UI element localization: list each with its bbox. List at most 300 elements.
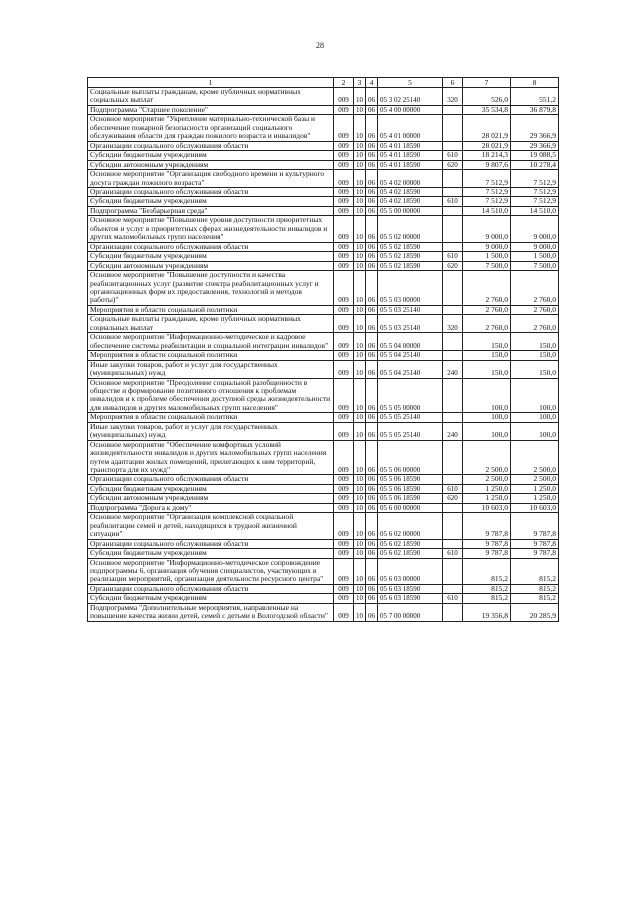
ministry-code: 009 — [334, 88, 354, 106]
amount-year-1: 9 787,8 — [463, 539, 511, 548]
subsection-code: 06 — [366, 315, 378, 333]
ministry-code: 009 — [334, 494, 354, 503]
row-name: Иные закупки товаров, работ и услуг для государственных (муниципальных) нужд — [88, 422, 334, 440]
page-number: 28 — [316, 41, 324, 50]
amount-year-1: 100,0 — [463, 378, 511, 413]
amount-year-2: 551,2 — [511, 88, 559, 106]
expense-type-code — [443, 105, 463, 114]
target-article-code: 05 5 04 25140 — [378, 360, 443, 378]
subsection-code: 06 — [366, 584, 378, 593]
target-article-code: 05 6 02 18590 — [378, 539, 443, 548]
amount-year-1: 14 510,0 — [463, 206, 511, 215]
section-code: 10 — [354, 584, 366, 593]
target-article-code: 05 5 00 00000 — [378, 206, 443, 215]
subsection-code: 06 — [366, 484, 378, 493]
ministry-code: 009 — [334, 378, 354, 413]
budget-table — [87, 77, 559, 622]
ministry-code: 009 — [334, 271, 354, 306]
expense-type-code — [443, 584, 463, 593]
table-body — [88, 88, 559, 622]
table-row — [88, 503, 559, 512]
amount-year-1: 35 534,8 — [463, 105, 511, 114]
amount-year-2: 7 512,9 — [511, 197, 559, 206]
row-name: Субсидии автономным учреждениям — [88, 261, 334, 270]
amount-year-2: 10 603,0 — [511, 503, 559, 512]
row-name: Организации социального обслуживания области — [88, 539, 334, 548]
table-row — [88, 378, 559, 413]
row-name: Субсидии автономным учреждениям — [88, 494, 334, 503]
ministry-code: 009 — [334, 305, 354, 314]
row-name: Социальные выплаты гражданам, кроме публичных нормативных социальных выплат — [88, 315, 334, 333]
ministry-code: 009 — [334, 475, 354, 484]
row-name: Мероприятия в области социальной политики — [88, 305, 334, 314]
col-header-2: 2 — [334, 78, 354, 88]
amount-year-1: 2 760,0 — [463, 315, 511, 333]
amount-year-2: 7 500,0 — [511, 261, 559, 270]
amount-year-2: 150,0 — [511, 360, 559, 378]
amount-year-1: 1 250,0 — [463, 484, 511, 493]
expense-type-code — [443, 333, 463, 351]
amount-year-1: 28 021,9 — [463, 115, 511, 141]
amount-year-2: 815,2 — [511, 584, 559, 593]
ministry-code: 009 — [334, 170, 354, 188]
table-row — [88, 360, 559, 378]
table-row — [88, 440, 559, 475]
amount-year-1: 150,0 — [463, 333, 511, 351]
section-code: 10 — [354, 503, 366, 512]
target-article-code: 05 5 02 18590 — [378, 242, 443, 251]
amount-year-2: 2 500,0 — [511, 475, 559, 484]
target-article-code: 05 4 02 18590 — [378, 187, 443, 196]
expense-type-code — [443, 351, 463, 360]
subsection-code: 06 — [366, 197, 378, 206]
subsection-code: 06 — [366, 261, 378, 270]
target-article-code: 05 4 01 18590 — [378, 160, 443, 169]
target-article-code: 05 5 03 25140 — [378, 315, 443, 333]
expense-type-code: 610 — [443, 252, 463, 261]
row-name: Подпрограмма "Дорога к дому" — [88, 503, 334, 512]
section-code: 10 — [354, 422, 366, 440]
table-row — [88, 88, 559, 106]
expense-type-code: 320 — [443, 315, 463, 333]
section-code: 10 — [354, 216, 366, 242]
amount-year-1: 7 512,9 — [463, 170, 511, 188]
expense-type-code: 610 — [443, 484, 463, 493]
row-name: Иные закупки товаров, работ и услуг для государственных (муниципальных) нужд — [88, 360, 334, 378]
target-article-code: 05 4 01 18590 — [378, 141, 443, 150]
amount-year-2: 20 285,9 — [511, 603, 559, 621]
subsection-code: 06 — [366, 170, 378, 188]
section-code: 10 — [354, 252, 366, 261]
subsection-code: 06 — [366, 475, 378, 484]
expense-type-code — [443, 242, 463, 251]
target-article-code: 05 6 02 00000 — [378, 513, 443, 539]
table-row — [88, 252, 559, 261]
section-code: 10 — [354, 271, 366, 306]
amount-year-1: 1 250,0 — [463, 494, 511, 503]
ministry-code: 009 — [334, 315, 354, 333]
target-article-code: 05 7 00 00000 — [378, 603, 443, 621]
ministry-code: 009 — [334, 584, 354, 593]
section-code: 10 — [354, 413, 366, 422]
amount-year-1: 7 512,9 — [463, 187, 511, 196]
section-code: 10 — [354, 333, 366, 351]
amount-year-1: 2 760,0 — [463, 305, 511, 314]
amount-year-2: 150,0 — [511, 351, 559, 360]
table-row — [88, 305, 559, 314]
table-row — [88, 484, 559, 493]
row-name: Организации социального обслуживания области — [88, 584, 334, 593]
target-article-code: 05 5 06 18590 — [378, 475, 443, 484]
row-name: Основное мероприятие "Укрепление материально-технической базы и обеспечение пожарной безопасности организаций социального обслуживания области для граждан пожилого возраста и инвалидов" — [88, 115, 334, 141]
amount-year-1: 526,0 — [463, 88, 511, 106]
row-name: Организации социального обслуживания области — [88, 187, 334, 196]
table-row — [88, 271, 559, 306]
ministry-code: 009 — [334, 187, 354, 196]
table-row — [88, 539, 559, 548]
row-name: Подпрограмма "Дополнительные мероприятия, направленные на повышение качества жизни детей, семей с детьми в Вологодской области" — [88, 603, 334, 621]
target-article-code: 05 4 02 18590 — [378, 197, 443, 206]
section-code: 10 — [354, 603, 366, 621]
amount-year-1: 150,0 — [463, 351, 511, 360]
ministry-code: 009 — [334, 160, 354, 169]
amount-year-1: 9 787,8 — [463, 513, 511, 539]
table-row — [88, 141, 559, 150]
expense-type-code — [443, 475, 463, 484]
expense-type-code — [443, 440, 463, 475]
ministry-code: 009 — [334, 513, 354, 539]
ministry-code: 009 — [334, 413, 354, 422]
section-code: 10 — [354, 242, 366, 251]
subsection-code: 06 — [366, 360, 378, 378]
amount-year-2: 100,0 — [511, 413, 559, 422]
expense-type-code — [443, 170, 463, 188]
row-name: Основное мероприятие "Информационно-методическое сопровождение подпрограммы 6, организация обучения специалистов, участвующих в реализации мероприятий, организация деятельности ресурсного центра" — [88, 558, 334, 584]
section-code: 10 — [354, 160, 366, 169]
expense-type-code: 240 — [443, 360, 463, 378]
ministry-code: 009 — [334, 603, 354, 621]
amount-year-2: 2 760,0 — [511, 315, 559, 333]
section-code: 10 — [354, 105, 366, 114]
target-article-code: 05 5 03 25140 — [378, 305, 443, 314]
expense-type-code: 620 — [443, 494, 463, 503]
ministry-code: 009 — [334, 539, 354, 548]
table-row — [88, 170, 559, 188]
target-article-code: 05 4 01 18590 — [378, 151, 443, 160]
expense-type-code — [443, 513, 463, 539]
subsection-code: 06 — [366, 305, 378, 314]
amount-year-1: 2 500,0 — [463, 475, 511, 484]
subsection-code: 06 — [366, 151, 378, 160]
subsection-code: 06 — [366, 539, 378, 548]
amount-year-2: 9 000,0 — [511, 242, 559, 251]
ministry-code: 009 — [334, 440, 354, 475]
amount-year-2: 1 500,0 — [511, 252, 559, 261]
section-code: 10 — [354, 206, 366, 215]
section-code: 10 — [354, 378, 366, 413]
subsection-code: 06 — [366, 440, 378, 475]
amount-year-2: 7 512,9 — [511, 170, 559, 188]
table-row — [88, 594, 559, 603]
amount-year-1: 1 500,0 — [463, 252, 511, 261]
expense-type-code — [443, 216, 463, 242]
section-code: 10 — [354, 351, 366, 360]
expense-type-code — [443, 305, 463, 314]
col-header-5: 5 — [378, 78, 443, 88]
ministry-code: 009 — [334, 422, 354, 440]
expense-type-code: 240 — [443, 422, 463, 440]
row-name: Основное мероприятие "Информационно-методическое и кадровое обеспечение системы реабилитации и социальной интеграции инвалидов" — [88, 333, 334, 351]
amount-year-2: 150,0 — [511, 333, 559, 351]
row-name: Организации социального обслуживания области — [88, 475, 334, 484]
table-row — [88, 603, 559, 621]
amount-year-1: 815,2 — [463, 558, 511, 584]
subsection-code: 06 — [366, 603, 378, 621]
amount-year-2: 29 366,9 — [511, 115, 559, 141]
amount-year-2: 14 510,0 — [511, 206, 559, 215]
row-name: Подпрограмма "Старшее поколение" — [88, 105, 334, 114]
subsection-code: 06 — [366, 549, 378, 558]
row-name: Субсидии автономным учреждениям — [88, 160, 334, 169]
ministry-code: 009 — [334, 558, 354, 584]
subsection-code: 06 — [366, 333, 378, 351]
target-article-code: 05 5 06 18590 — [378, 484, 443, 493]
amount-year-2: 19 088,5 — [511, 151, 559, 160]
table-row — [88, 160, 559, 169]
header-row — [88, 78, 559, 88]
ministry-code: 009 — [334, 216, 354, 242]
subsection-code: 06 — [366, 216, 378, 242]
amount-year-1: 100,0 — [463, 413, 511, 422]
row-name: Социальные выплаты гражданам, кроме публичных нормативных социальных выплат — [88, 88, 334, 106]
row-name: Основное мероприятие "Повышение уровня доступности приоритетных объектов и услуг в приоритетных сферах жизнедеятельности инвалидов и других маломобильных групп населения" — [88, 216, 334, 242]
section-code: 10 — [354, 170, 366, 188]
table-row — [88, 558, 559, 584]
table-row — [88, 475, 559, 484]
col-header-6: 6 — [443, 78, 463, 88]
amount-year-1: 19 356,8 — [463, 603, 511, 621]
section-code: 10 — [354, 513, 366, 539]
target-article-code: 05 6 03 00000 — [378, 558, 443, 584]
amount-year-1: 9 807,6 — [463, 160, 511, 169]
col-header-1: 1 — [88, 78, 334, 88]
amount-year-2: 36 879,8 — [511, 105, 559, 114]
expense-type-code: 610 — [443, 549, 463, 558]
amount-year-2: 9 787,8 — [511, 539, 559, 548]
table-row — [88, 333, 559, 351]
amount-year-2: 2 500,0 — [511, 440, 559, 475]
amount-year-2: 9 000,0 — [511, 216, 559, 242]
table-row — [88, 261, 559, 270]
subsection-code: 06 — [366, 115, 378, 141]
expense-type-code: 320 — [443, 88, 463, 106]
col-header-4: 4 — [366, 78, 378, 88]
target-article-code: 05 5 02 00000 — [378, 216, 443, 242]
target-article-code: 05 5 05 25140 — [378, 413, 443, 422]
subsection-code: 06 — [366, 503, 378, 512]
row-name: Основное мероприятие "Организация свободного времени и культурного досуга граждан пожилого возраста" — [88, 170, 334, 188]
subsection-code: 06 — [366, 513, 378, 539]
section-code: 10 — [354, 88, 366, 106]
row-name: Субсидии бюджетным учреждениям — [88, 252, 334, 261]
table-row — [88, 584, 559, 593]
subsection-code: 06 — [366, 494, 378, 503]
ministry-code: 009 — [334, 252, 354, 261]
expense-type-code — [443, 603, 463, 621]
expense-type-code: 610 — [443, 197, 463, 206]
table-row — [88, 549, 559, 558]
section-code: 10 — [354, 115, 366, 141]
amount-year-1: 10 603,0 — [463, 503, 511, 512]
ministry-code: 009 — [334, 360, 354, 378]
amount-year-1: 815,2 — [463, 594, 511, 603]
table-row — [88, 513, 559, 539]
row-name: Субсидии бюджетным учреждениям — [88, 197, 334, 206]
table-row — [88, 422, 559, 440]
table-row — [88, 494, 559, 503]
amount-year-1: 150,0 — [463, 360, 511, 378]
section-code: 10 — [354, 305, 366, 314]
target-article-code: 05 4 01 00000 — [378, 115, 443, 141]
subsection-code: 06 — [366, 252, 378, 261]
subsection-code: 06 — [366, 558, 378, 584]
target-article-code: 05 6 00 00000 — [378, 503, 443, 512]
section-code: 10 — [354, 539, 366, 548]
expense-type-code: 610 — [443, 594, 463, 603]
ministry-code: 009 — [334, 333, 354, 351]
amount-year-1: 100,0 — [463, 422, 511, 440]
section-code: 10 — [354, 594, 366, 603]
ministry-code: 009 — [334, 503, 354, 512]
target-article-code: 05 6 02 18590 — [378, 549, 443, 558]
subsection-code: 06 — [366, 242, 378, 251]
amount-year-1: 9 000,0 — [463, 242, 511, 251]
subsection-code: 06 — [366, 105, 378, 114]
ministry-code: 009 — [334, 105, 354, 114]
table-row — [88, 105, 559, 114]
amount-year-2: 2 760,0 — [511, 305, 559, 314]
expense-type-code — [443, 378, 463, 413]
amount-year-2: 1 250,0 — [511, 484, 559, 493]
expense-type-code: 620 — [443, 261, 463, 270]
subsection-code: 06 — [366, 160, 378, 169]
table-row — [88, 351, 559, 360]
row-name: Организации социального обслуживания области — [88, 242, 334, 251]
col-header-8: 8 — [511, 78, 559, 88]
section-code: 10 — [354, 494, 366, 503]
amount-year-2: 100,0 — [511, 422, 559, 440]
row-name: Основное мероприятие "Обеспечение комфортных условий жизнедеятельности инвалидов и других маломобильных групп населения путем адаптации жилых помещений, прилегающих к ним территорий, транспорта для их нужд" — [88, 440, 334, 475]
target-article-code: 05 5 06 00000 — [378, 440, 443, 475]
section-code: 10 — [354, 141, 366, 150]
col-header-7: 7 — [463, 78, 511, 88]
amount-year-1: 7 500,0 — [463, 261, 511, 270]
amount-year-1: 2 760,0 — [463, 271, 511, 306]
target-article-code: 05 5 02 18590 — [378, 252, 443, 261]
amount-year-1: 815,2 — [463, 584, 511, 593]
expense-type-code — [443, 187, 463, 196]
amount-year-2: 2 760,0 — [511, 271, 559, 306]
section-code: 10 — [354, 261, 366, 270]
amount-year-1: 2 500,0 — [463, 440, 511, 475]
section-code: 10 — [354, 475, 366, 484]
subsection-code: 06 — [366, 351, 378, 360]
ministry-code: 009 — [334, 115, 354, 141]
subsection-code: 06 — [366, 141, 378, 150]
subsection-code: 06 — [366, 88, 378, 106]
subsection-code: 06 — [366, 413, 378, 422]
expense-type-code: 610 — [443, 151, 463, 160]
amount-year-2: 29 366,9 — [511, 141, 559, 150]
target-article-code: 05 5 05 00000 — [378, 378, 443, 413]
col-header-3: 3 — [354, 78, 366, 88]
section-code: 10 — [354, 315, 366, 333]
subsection-code: 06 — [366, 271, 378, 306]
target-article-code: 05 5 06 18590 — [378, 494, 443, 503]
amount-year-2: 9 787,8 — [511, 513, 559, 539]
section-code: 10 — [354, 197, 366, 206]
expense-type-code — [443, 539, 463, 548]
subsection-code: 06 — [366, 187, 378, 196]
row-name: Мероприятия в области социальной политики — [88, 413, 334, 422]
target-article-code: 05 6 03 18590 — [378, 594, 443, 603]
row-name: Основное мероприятие "Организация комплексной социальной реабилитации семей и детей, находящихся в трудной жизненной ситуации" — [88, 513, 334, 539]
expense-type-code — [443, 115, 463, 141]
ministry-code: 009 — [334, 141, 354, 150]
amount-year-2: 1 250,0 — [511, 494, 559, 503]
subsection-code: 06 — [366, 422, 378, 440]
expense-type-code — [443, 206, 463, 215]
subsection-code: 06 — [366, 378, 378, 413]
target-article-code: 05 5 05 25140 — [378, 422, 443, 440]
amount-year-1: 18 214,3 — [463, 151, 511, 160]
row-name: Основное мероприятие "Преодоление социальной разобщенности в обществе и формирование позитивного отношения к проблемам инвалидов и к проблеме обеспечения доступной среды жизнедеятельности для инвалидов и других маломобильных групп населения" — [88, 378, 334, 413]
table-row — [88, 115, 559, 141]
section-code: 10 — [354, 558, 366, 584]
ministry-code: 009 — [334, 206, 354, 215]
amount-year-2: 815,2 — [511, 558, 559, 584]
table-row — [88, 151, 559, 160]
expense-type-code — [443, 271, 463, 306]
subsection-code: 06 — [366, 594, 378, 603]
target-article-code: 05 4 02 00000 — [378, 170, 443, 188]
row-name: Мероприятия в области социальной политики — [88, 351, 334, 360]
ministry-code: 009 — [334, 549, 354, 558]
row-name: Субсидии бюджетным учреждениям — [88, 594, 334, 603]
ministry-code: 009 — [334, 351, 354, 360]
target-article-code: 05 5 03 00000 — [378, 271, 443, 306]
ministry-code: 009 — [334, 261, 354, 270]
expense-type-code — [443, 558, 463, 584]
expense-type-code — [443, 413, 463, 422]
expense-type-code — [443, 503, 463, 512]
row-name: Субсидии бюджетным учреждениям — [88, 549, 334, 558]
target-article-code: 05 3 02 25140 — [378, 88, 443, 106]
ministry-code: 009 — [334, 197, 354, 206]
section-code: 10 — [354, 151, 366, 160]
table-row — [88, 206, 559, 215]
table-row — [88, 242, 559, 251]
section-code: 10 — [354, 440, 366, 475]
row-name: Организации социального обслуживания области — [88, 141, 334, 150]
amount-year-1: 9 000,0 — [463, 216, 511, 242]
ministry-code: 009 — [334, 594, 354, 603]
target-article-code: 05 5 02 18590 — [378, 261, 443, 270]
table-row — [88, 197, 559, 206]
table-row — [88, 187, 559, 196]
table-row — [88, 315, 559, 333]
ministry-code: 009 — [334, 242, 354, 251]
